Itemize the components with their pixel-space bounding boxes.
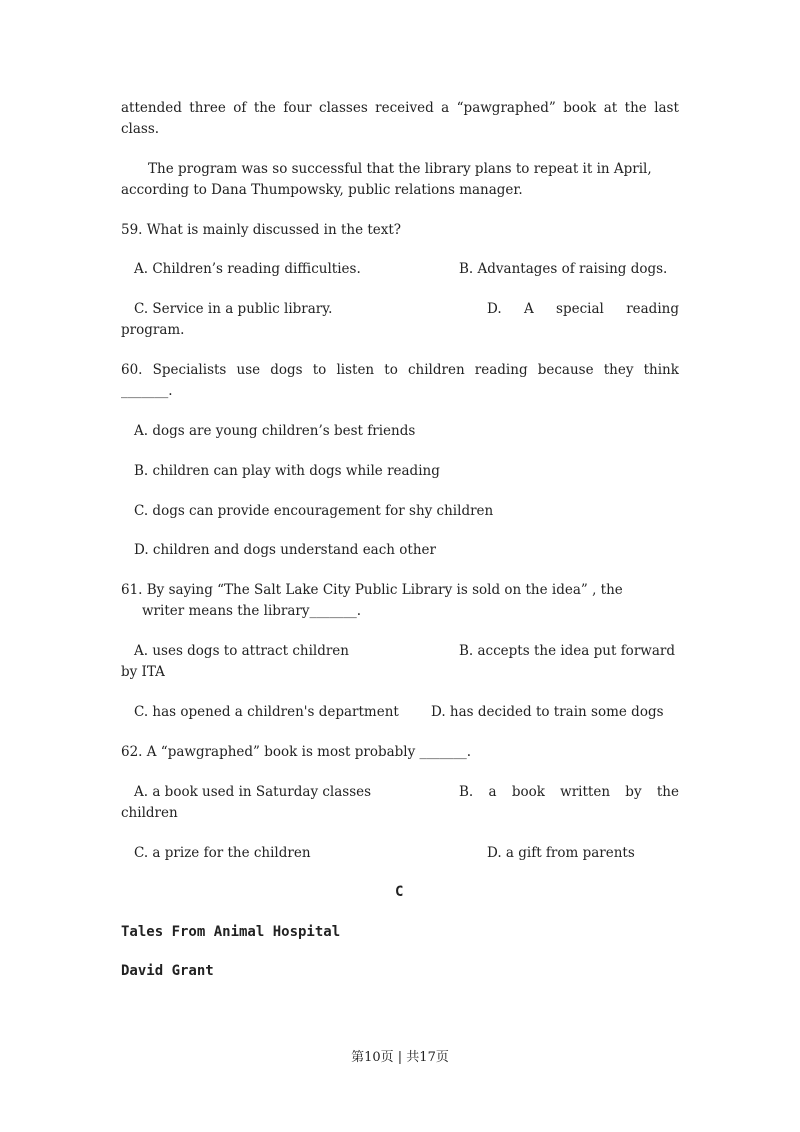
question-59-option-a: A. Children’s reading difficulties. — [134, 261, 361, 277]
question-61-option-d: D. has decided to train some dogs — [431, 704, 664, 720]
question-60-stem-word: listen — [336, 362, 375, 378]
section-title: Tales From Animal Hospital — [121, 924, 341, 940]
question-59-option-d-word: A — [523, 301, 534, 317]
question-62-option-b-word: by — [625, 784, 642, 800]
passage-line-1-word: at — [603, 100, 618, 116]
question-61-option-b-continued: by ITA — [121, 664, 165, 680]
question-62-option-b-word: book — [511, 784, 545, 800]
question-62-option-d: D. a gift from parents — [487, 845, 635, 861]
question-61-option-a: A. uses dogs to attract children — [134, 643, 349, 659]
question-61-option-b: B. accepts the idea put forward — [459, 643, 675, 659]
question-62-stem: 62. A “pawgraphed” book is most probably _______. — [121, 744, 472, 760]
question-60-blank: _______. — [121, 383, 173, 399]
question-60-stem-word: 60. — [121, 362, 143, 378]
question-60-stem-word: they — [603, 362, 634, 378]
question-59-option-d-word: D. — [487, 301, 502, 317]
question-60-stem-word: Specialists — [152, 362, 227, 378]
question-60-stem-word: dogs — [270, 362, 303, 378]
question-62-option-b-word: B. — [459, 784, 474, 800]
question-60-stem-word: because — [537, 362, 594, 378]
question-60-option-d: D. children and dogs understand each other — [134, 542, 436, 558]
question-61-option-c: C. has opened a children's department — [134, 704, 399, 720]
question-62-option-b-word: written — [560, 784, 611, 800]
question-61-stem-line-1: 61. By saying “The Salt Lake City Public Library is sold on the idea” , the — [121, 582, 623, 598]
question-59-option-d-word: special — [556, 301, 604, 317]
question-59-option-d — [487, 299, 679, 319]
section-author: David Grant — [121, 963, 214, 979]
question-61-stem-line-2: writer means the library_______. — [142, 603, 362, 619]
question-60-stem-word: to — [384, 362, 398, 378]
question-60-option-c: C. dogs can provide encouragement for shy children — [134, 503, 494, 519]
page-footer: 第10页 | 共17页 — [351, 1050, 449, 1065]
passage-line-1-word: four — [283, 100, 312, 116]
passage-line-1-word: received — [375, 100, 434, 116]
question-60-stem-word: think — [643, 362, 679, 378]
question-60-stem-word: use — [236, 362, 261, 378]
question-60-option-a: A. dogs are young children’s best friends — [134, 423, 416, 439]
question-60-stem-word: reading — [474, 362, 528, 378]
passage-line-1-word: the — [624, 100, 647, 116]
question-59-option-d-word: reading — [626, 301, 679, 317]
question-60-option-b: B. children can play with dogs while reading — [134, 463, 440, 479]
passage-line-1-word: a — [441, 100, 450, 116]
question-62-option-b-word: a — [488, 784, 497, 800]
question-59-option-b: B. Advantages of raising dogs. — [459, 261, 668, 277]
section-letter: C — [395, 884, 404, 900]
passage-line-1 — [121, 98, 679, 118]
passage-paragraph-2-line-1: The program was so successful that the library plans to repeat it in April, — [148, 161, 652, 177]
passage-line-1-word: attended — [121, 100, 182, 116]
question-60-stem-word: children — [407, 362, 465, 378]
passage-line-2: class. — [121, 121, 160, 137]
passage-line-1-word: three — [189, 100, 226, 116]
passage-line-1-word: last — [654, 100, 679, 116]
passage-line-1-word: of — [233, 100, 247, 116]
question-62-option-a: A. a book used in Saturday classes — [134, 784, 372, 800]
question-62-option-c: C. a prize for the children — [134, 845, 311, 861]
passage-line-1-word: the — [253, 100, 276, 116]
question-62-option-b-continued: children — [121, 805, 178, 821]
passage-paragraph-2-line-2: according to Dana Thumpowsky, public relations manager. — [121, 182, 523, 198]
passage-line-1-word: book — [563, 100, 597, 116]
question-59-option-d-continued: program. — [121, 322, 185, 338]
question-60-stem — [121, 360, 679, 380]
question-60-stem-word: to — [312, 362, 327, 378]
passage-line-1-word: “pawgraphed” — [456, 100, 556, 116]
question-59-option-c: C. Service in a public library. — [134, 301, 333, 317]
question-62-option-b-word: the — [656, 784, 679, 800]
passage-line-1-word: classes — [319, 100, 368, 116]
question-59-stem: 59. What is mainly discussed in the text? — [121, 222, 402, 238]
question-62-option-b — [459, 782, 679, 802]
